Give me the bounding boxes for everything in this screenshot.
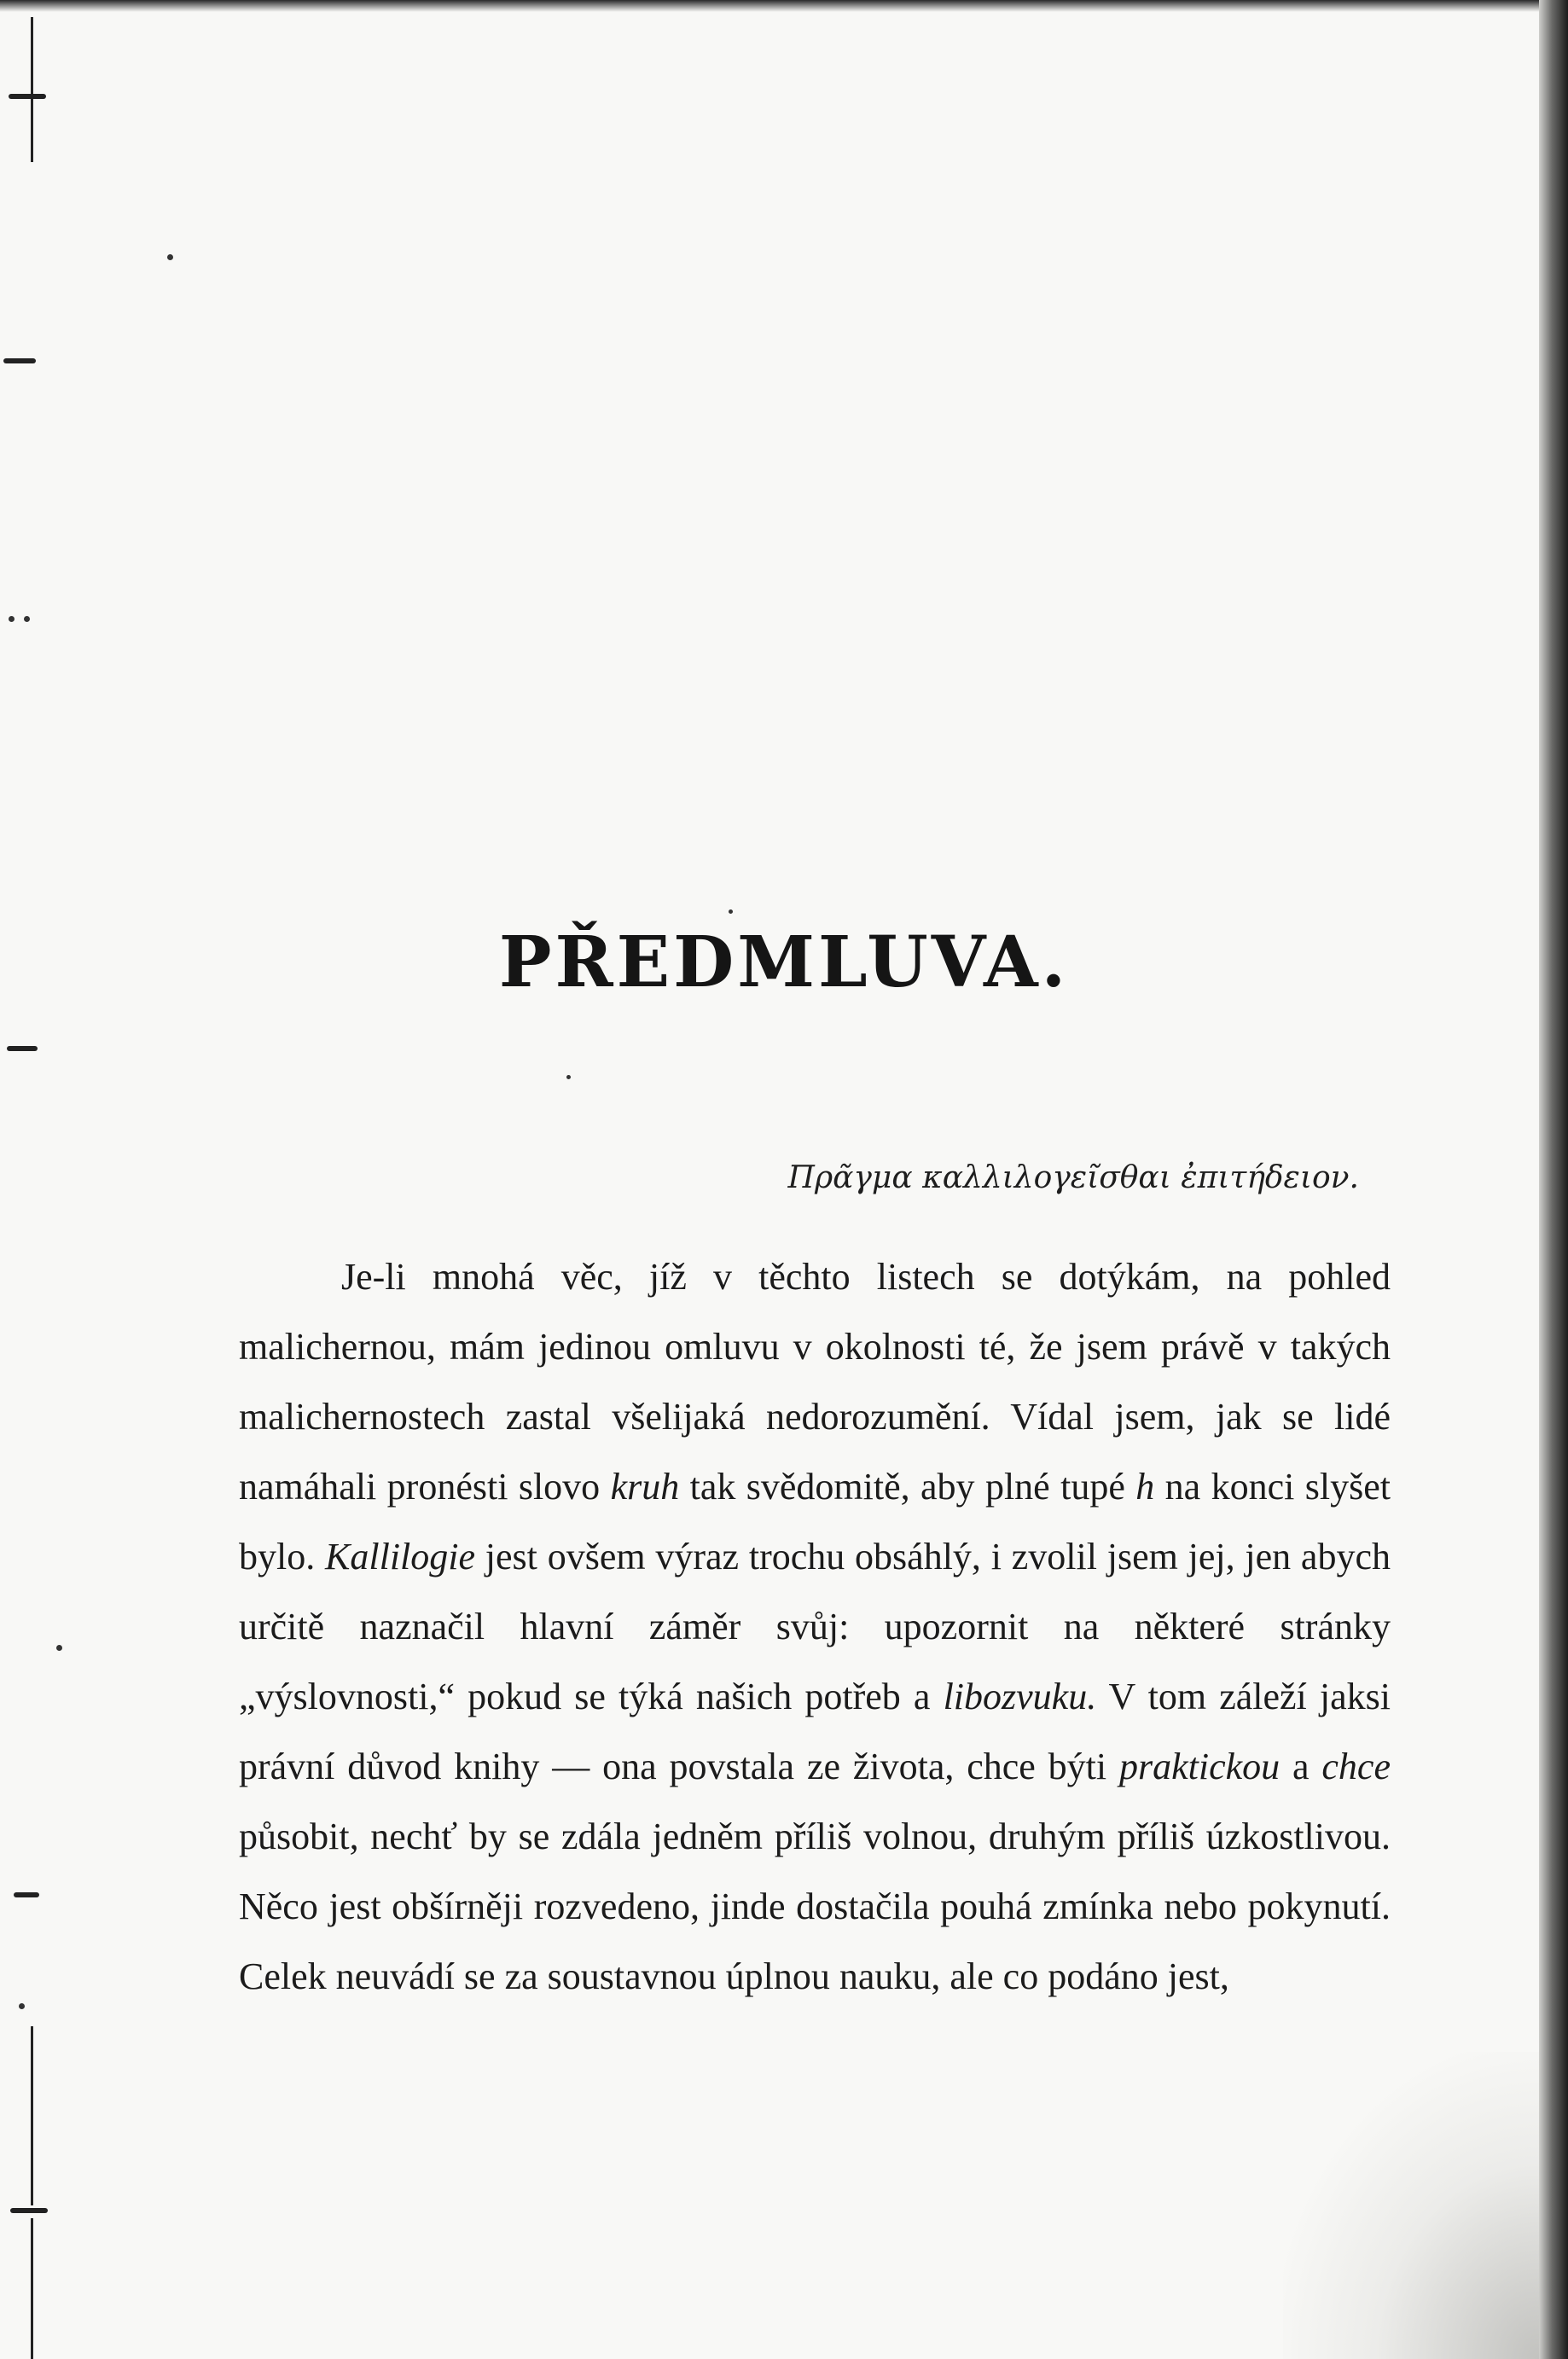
page-title: PŘEDMLUVA. [498,921,1070,1003]
italic-word: praktickou [1118,1746,1281,1787]
italic-word: Kallilogie [325,1536,476,1578]
text-run: působit, nechť by se zdála jedněm příliš volnou, druhým příliš úzkostlivou. Něco jest obšírněji rozvedeno, jinde dostačila pouhá zmínka nebo pokynutí. Celek neuvádí se za soustavnou úplnou nauku, ale co podáno jest, [239,1816,1391,1997]
binding-mark [24,616,30,622]
text-run: Je-li mnohá věc, jíž v těchto listech se dotýkám, na pohled malichernou, mám jedinou omluvu v okolnosti té, že jsem právě v takých malichernostech zastal všelijaká nedorozumění. Vídal jsem, jak se lidé namáhali pronésti slovo [239,1256,1391,1508]
binding-mark [3,358,36,363]
print-speck [167,254,173,260]
print-speck [566,1075,571,1079]
body-paragraph [239,1242,1391,2012]
text-run: na konci slyšet bylo. [239,1466,1391,1578]
print-speck [56,1645,62,1651]
print-speck [729,909,733,914]
epigraph: Πρᾶγμα καλλιλογεῖσθαι ἐπιτήδειον. [787,1160,1359,1195]
italic-word: kruh [610,1466,680,1508]
italic-word: libozvuku. [943,1676,1097,1717]
text-run: a [1280,1746,1322,1787]
text-run: jest ovšem výraz trochu obsáhlý, i zvolil jsem jej, jen abych určitě naznačil hlavní záměr svůj: upozornit na některé stránky „výslovnosti,“ pokud se týká našich potřeb a [239,1536,1391,1717]
text-run: tak svědomitě, aby plné tupé [679,1466,1136,1508]
page-right-edge [1539,0,1568,2359]
binding-mark [31,2218,33,2359]
binding-mark [9,94,46,99]
page-top-edge [0,0,1568,12]
page-corner-shadow [1283,2052,1539,2359]
italic-word: h [1135,1466,1155,1508]
binding-mark [7,1046,38,1051]
binding-mark [19,2003,25,2009]
binding-mark [31,17,33,162]
binding-mark [9,616,15,622]
text-run: V tom záleží jaksi právní důvod knihy — ona povstala ze života, chce býti [239,1676,1391,1787]
binding-mark [31,2026,33,2205]
italic-word: chce [1321,1746,1391,1787]
binding-mark [14,1892,39,1897]
binding-mark [10,2208,48,2213]
